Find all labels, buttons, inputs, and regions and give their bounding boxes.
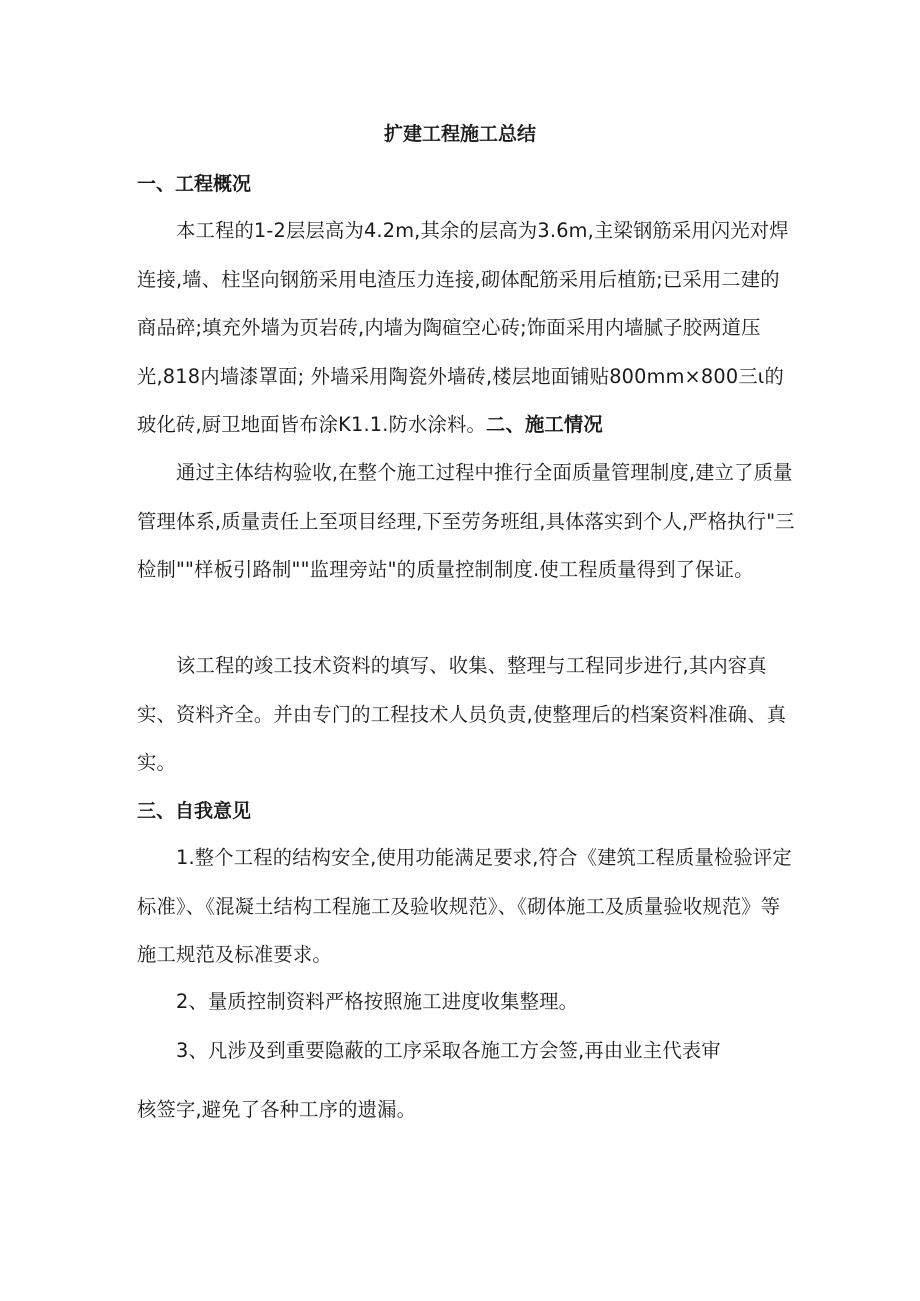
document-title: 扩建工程施工总结 — [383, 123, 536, 145]
opinion-text-3-line-2: 核签字,避免了各种工序的遗漏。 — [137, 1098, 417, 1121]
section-heading-overview: 一、工程概况 — [137, 173, 252, 195]
opinion-item-3 — [137, 1027, 797, 1076]
construction-paragraph-2 — [137, 642, 797, 788]
section-heading-opinion: 三、自我意见 — [137, 800, 252, 822]
opinion-item-1 — [137, 834, 797, 980]
opinion-item-2 — [137, 978, 797, 1027]
opinion-text-2: 2、量质控制资料严格按照施工进度收集整理。 — [176, 990, 579, 1013]
overview-text: 本工程的1-2层层高为4.2m,其余的层高为3.6m,主梁钢筋采用闪光对焊连接,墙、柱坚向钢筋采用电渣压力连接,砌体配筋采用后植筋;已采用二建的商品碎;填充外墙为页岩砖,内墙为陶碹空心砖;饰面采用内墙腻子胶两道压光,818内墙漆罩面; 外墙采用陶瓷外墙砖,楼层地面铺贴800mm×800三ι的玻化砖,厨卫地面皆布涂K1.1.防水涂料。 — [137, 219, 789, 436]
section-heading-construction: 二、施工情况 — [485, 413, 603, 436]
construction-paragraph-1 — [137, 449, 797, 595]
opinion-text-1: 1.整个工程的结构安全,使用功能满足要求,符合《建筑工程质量检验评定标准》、《混凝土结构工程施工及验收规范》、《砌体施工及质量验收规范》等施工规范及标准要求。 — [137, 846, 792, 966]
opinion-text-3-line-1: 3、凡涉及到重要隐蔽的工序采取各施工方会签,再由业主代表审 — [176, 1039, 721, 1062]
construction-text-1: 通过主体结构验收,在整个施工过程中推行全面质量管理制度,建立了质量管理体系,质量责任上至项目经理,下至劳务班组,具体落实到个人,严格执行"三检制""样板引路制""监理旁站"的质量控制制度.使工程质量得到了保证。 — [137, 461, 795, 581]
overview-paragraph — [137, 207, 797, 450]
construction-text-2: 该工程的竣工技术资料的填写、收集、整理与工程同步进行,其内容真实、资料齐全。并由专门的工程技术人员负责,使整理后的档案资料准确、真实。 — [137, 654, 787, 774]
